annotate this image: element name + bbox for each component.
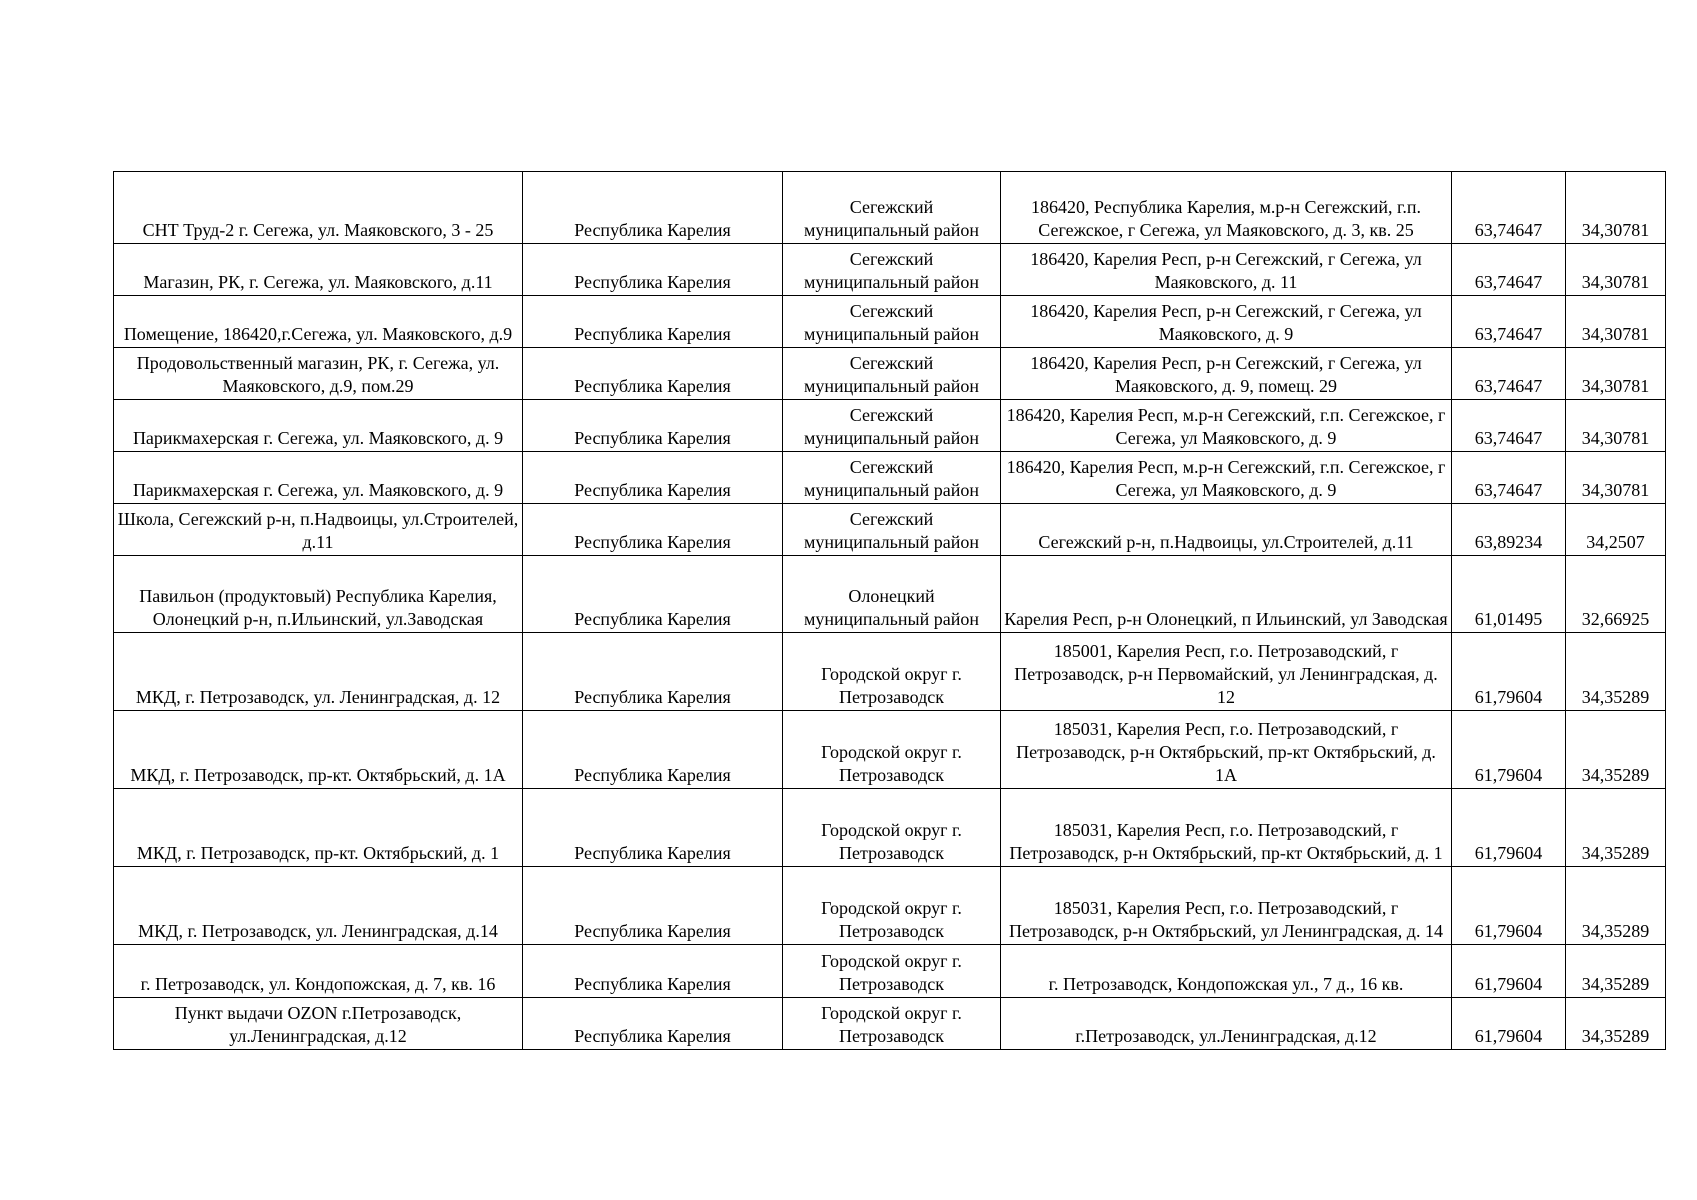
cell-latitude: 61,79604 xyxy=(1452,789,1566,867)
cell-address: Сегежский р-н, п.Надвоицы, ул.Строителей, д.11 xyxy=(1001,504,1452,556)
cell-name: МКД, г. Петрозаводск, пр-кт. Октябрьский, д. 1А xyxy=(114,711,523,789)
cell-latitude: 63,74647 xyxy=(1452,348,1566,400)
cell-municipality: Сегежский муниципальный район xyxy=(783,244,1001,296)
cell-name: г. Петрозаводск, ул. Кондопожская, д. 7, кв. 16 xyxy=(114,945,523,998)
cell-name: СНТ Труд-2 г. Сегежа, ул. Маяковского, 3 - 25 xyxy=(114,172,523,244)
cell-latitude: 61,79604 xyxy=(1452,998,1566,1050)
cell-name: МКД, г. Петрозаводск, пр-кт. Октябрьский, д. 1 xyxy=(114,789,523,867)
cell-region: Республика Карелия xyxy=(523,400,783,452)
cell-longitude: 34,2507 xyxy=(1566,504,1666,556)
table-body xyxy=(114,172,1666,1050)
cell-name: Продовольственный магазин, РК, г. Сегежа, ул. Маяковского, д.9, пом.29 xyxy=(114,348,523,400)
cell-latitude: 63,74647 xyxy=(1452,296,1566,348)
cell-municipality: Городской округ г. Петрозаводск xyxy=(783,945,1001,998)
cell-municipality: Сегежский муниципальный район xyxy=(783,400,1001,452)
table-row xyxy=(114,945,1666,998)
table-row xyxy=(114,172,1666,244)
cell-region: Республика Карелия xyxy=(523,711,783,789)
cell-address: г. Петрозаводск, Кондопожская ул., 7 д., 16 кв. xyxy=(1001,945,1452,998)
table-row xyxy=(114,711,1666,789)
cell-longitude: 34,35289 xyxy=(1566,945,1666,998)
cell-latitude: 63,74647 xyxy=(1452,172,1566,244)
cell-latitude: 61,79604 xyxy=(1452,711,1566,789)
cell-longitude: 34,30781 xyxy=(1566,400,1666,452)
cell-longitude: 34,35289 xyxy=(1566,789,1666,867)
cell-region: Республика Карелия xyxy=(523,296,783,348)
table-row xyxy=(114,556,1666,633)
cell-address: 185031, Карелия Респ, г.о. Петрозаводский, г Петрозаводск, р-н Октябрьский, пр-кт Октябрьский, д. 1А xyxy=(1001,711,1452,789)
cell-region: Республика Карелия xyxy=(523,172,783,244)
cell-region: Республика Карелия xyxy=(523,244,783,296)
cell-latitude: 63,74647 xyxy=(1452,400,1566,452)
table-row xyxy=(114,296,1666,348)
cell-region: Республика Карелия xyxy=(523,348,783,400)
cell-municipality: Сегежский муниципальный район xyxy=(783,348,1001,400)
cell-latitude: 61,79604 xyxy=(1452,867,1566,945)
cell-address: 186420, Карелия Респ, р-н Сегежский, г Сегежа, ул Маяковского, д. 9, помещ. 29 xyxy=(1001,348,1452,400)
cell-municipality: Городской округ г. Петрозаводск xyxy=(783,633,1001,711)
cell-longitude: 34,35289 xyxy=(1566,711,1666,789)
cell-region: Республика Карелия xyxy=(523,867,783,945)
cell-longitude: 34,30781 xyxy=(1566,348,1666,400)
table-row xyxy=(114,348,1666,400)
cell-municipality: Сегежский муниципальный район xyxy=(783,504,1001,556)
cell-region: Республика Карелия xyxy=(523,789,783,867)
cell-name: Парикмахерская г. Сегежа, ул. Маяковского, д. 9 xyxy=(114,452,523,504)
cell-longitude: 34,30781 xyxy=(1566,296,1666,348)
table-row xyxy=(114,867,1666,945)
table-row xyxy=(114,789,1666,867)
cell-municipality: Городской округ г. Петрозаводск xyxy=(783,867,1001,945)
cell-address: г.Петрозаводск, ул.Ленинградская, д.12 xyxy=(1001,998,1452,1050)
cell-municipality: Городской округ г. Петрозаводск xyxy=(783,998,1001,1050)
cell-latitude: 63,74647 xyxy=(1452,452,1566,504)
cell-region: Республика Карелия xyxy=(523,556,783,633)
table-row xyxy=(114,504,1666,556)
cell-name: Помещение, 186420,г.Сегежа, ул. Маяковского, д.9 xyxy=(114,296,523,348)
cell-longitude: 34,30781 xyxy=(1566,172,1666,244)
cell-region: Республика Карелия xyxy=(523,998,783,1050)
cell-latitude: 61,79604 xyxy=(1452,945,1566,998)
cell-region: Республика Карелия xyxy=(523,452,783,504)
table-row xyxy=(114,998,1666,1050)
cell-region: Республика Карелия xyxy=(523,504,783,556)
cell-address: Карелия Респ, р-н Олонецкий, п Ильинский, ул Заводская xyxy=(1001,556,1452,633)
cell-address: 186420, Республика Карелия, м.р-н Сегежский, г.п. Сегежское, г Сегежа, ул Маяковского, д. 3, кв. 25 xyxy=(1001,172,1452,244)
cell-latitude: 61,79604 xyxy=(1452,633,1566,711)
cell-municipality: Сегежский муниципальный район xyxy=(783,172,1001,244)
cell-latitude: 61,01495 xyxy=(1452,556,1566,633)
cell-name: Магазин, РК, г. Сегежа, ул. Маяковского, д.11 xyxy=(114,244,523,296)
cell-region: Республика Карелия xyxy=(523,945,783,998)
cell-latitude: 63,74647 xyxy=(1452,244,1566,296)
cell-name: МКД, г. Петрозаводск, ул. Ленинградская, д.14 xyxy=(114,867,523,945)
cell-name: МКД, г. Петрозаводск, ул. Ленинградская, д. 12 xyxy=(114,633,523,711)
cell-name: Пункт выдачи OZON г.Петрозаводск, ул.Ленинградская, д.12 xyxy=(114,998,523,1050)
cell-longitude: 34,35289 xyxy=(1566,633,1666,711)
cell-address: 186420, Карелия Респ, м.р-н Сегежский, г.п. Сегежское, г Сегежа, ул Маяковского, д. 9 xyxy=(1001,452,1452,504)
table-row xyxy=(114,452,1666,504)
cell-municipality: Городской округ г. Петрозаводск xyxy=(783,789,1001,867)
cell-address: 185031, Карелия Респ, г.о. Петрозаводский, г Петрозаводск, р-н Октябрьский, ул Ленинградская, д. 14 xyxy=(1001,867,1452,945)
cell-region: Республика Карелия xyxy=(523,633,783,711)
cell-municipality: Сегежский муниципальный район xyxy=(783,452,1001,504)
cell-longitude: 34,30781 xyxy=(1566,452,1666,504)
table-row xyxy=(114,633,1666,711)
cell-municipality: Олонецкий муниципальный район xyxy=(783,556,1001,633)
cell-address: 186420, Карелия Респ, м.р-н Сегежский, г.п. Сегежское, г Сегежа, ул Маяковского, д. 9 xyxy=(1001,400,1452,452)
cell-municipality: Сегежский муниципальный район xyxy=(783,296,1001,348)
table-row xyxy=(114,400,1666,452)
cell-name: Школа, Сегежский р-н, п.Надвоицы, ул.Строителей, д.11 xyxy=(114,504,523,556)
cell-name: Павильон (продуктовый) Республика Карелия, Олонецкий р-н, п.Ильинский, ул.Заводская xyxy=(114,556,523,633)
cell-address: 185001, Карелия Респ, г.о. Петрозаводский, г Петрозаводск, р-н Первомайский, ул Ленинградская, д. 12 xyxy=(1001,633,1452,711)
cell-latitude: 63,89234 xyxy=(1452,504,1566,556)
locations-table xyxy=(113,171,1666,1050)
cell-longitude: 32,66925 xyxy=(1566,556,1666,633)
cell-name: Парикмахерская г. Сегежа, ул. Маяковского, д. 9 xyxy=(114,400,523,452)
cell-longitude: 34,35289 xyxy=(1566,998,1666,1050)
cell-address: 185031, Карелия Респ, г.о. Петрозаводский, г Петрозаводск, р-н Октябрьский, пр-кт Октябрьский, д. 1 xyxy=(1001,789,1452,867)
cell-longitude: 34,35289 xyxy=(1566,867,1666,945)
table-row xyxy=(114,244,1666,296)
cell-municipality: Городской округ г. Петрозаводск xyxy=(783,711,1001,789)
cell-address: 186420, Карелия Респ, р-н Сегежский, г Сегежа, ул Маяковского, д. 9 xyxy=(1001,296,1452,348)
cell-longitude: 34,30781 xyxy=(1566,244,1666,296)
cell-address: 186420, Карелия Респ, р-н Сегежский, г Сегежа, ул Маяковского, д. 11 xyxy=(1001,244,1452,296)
